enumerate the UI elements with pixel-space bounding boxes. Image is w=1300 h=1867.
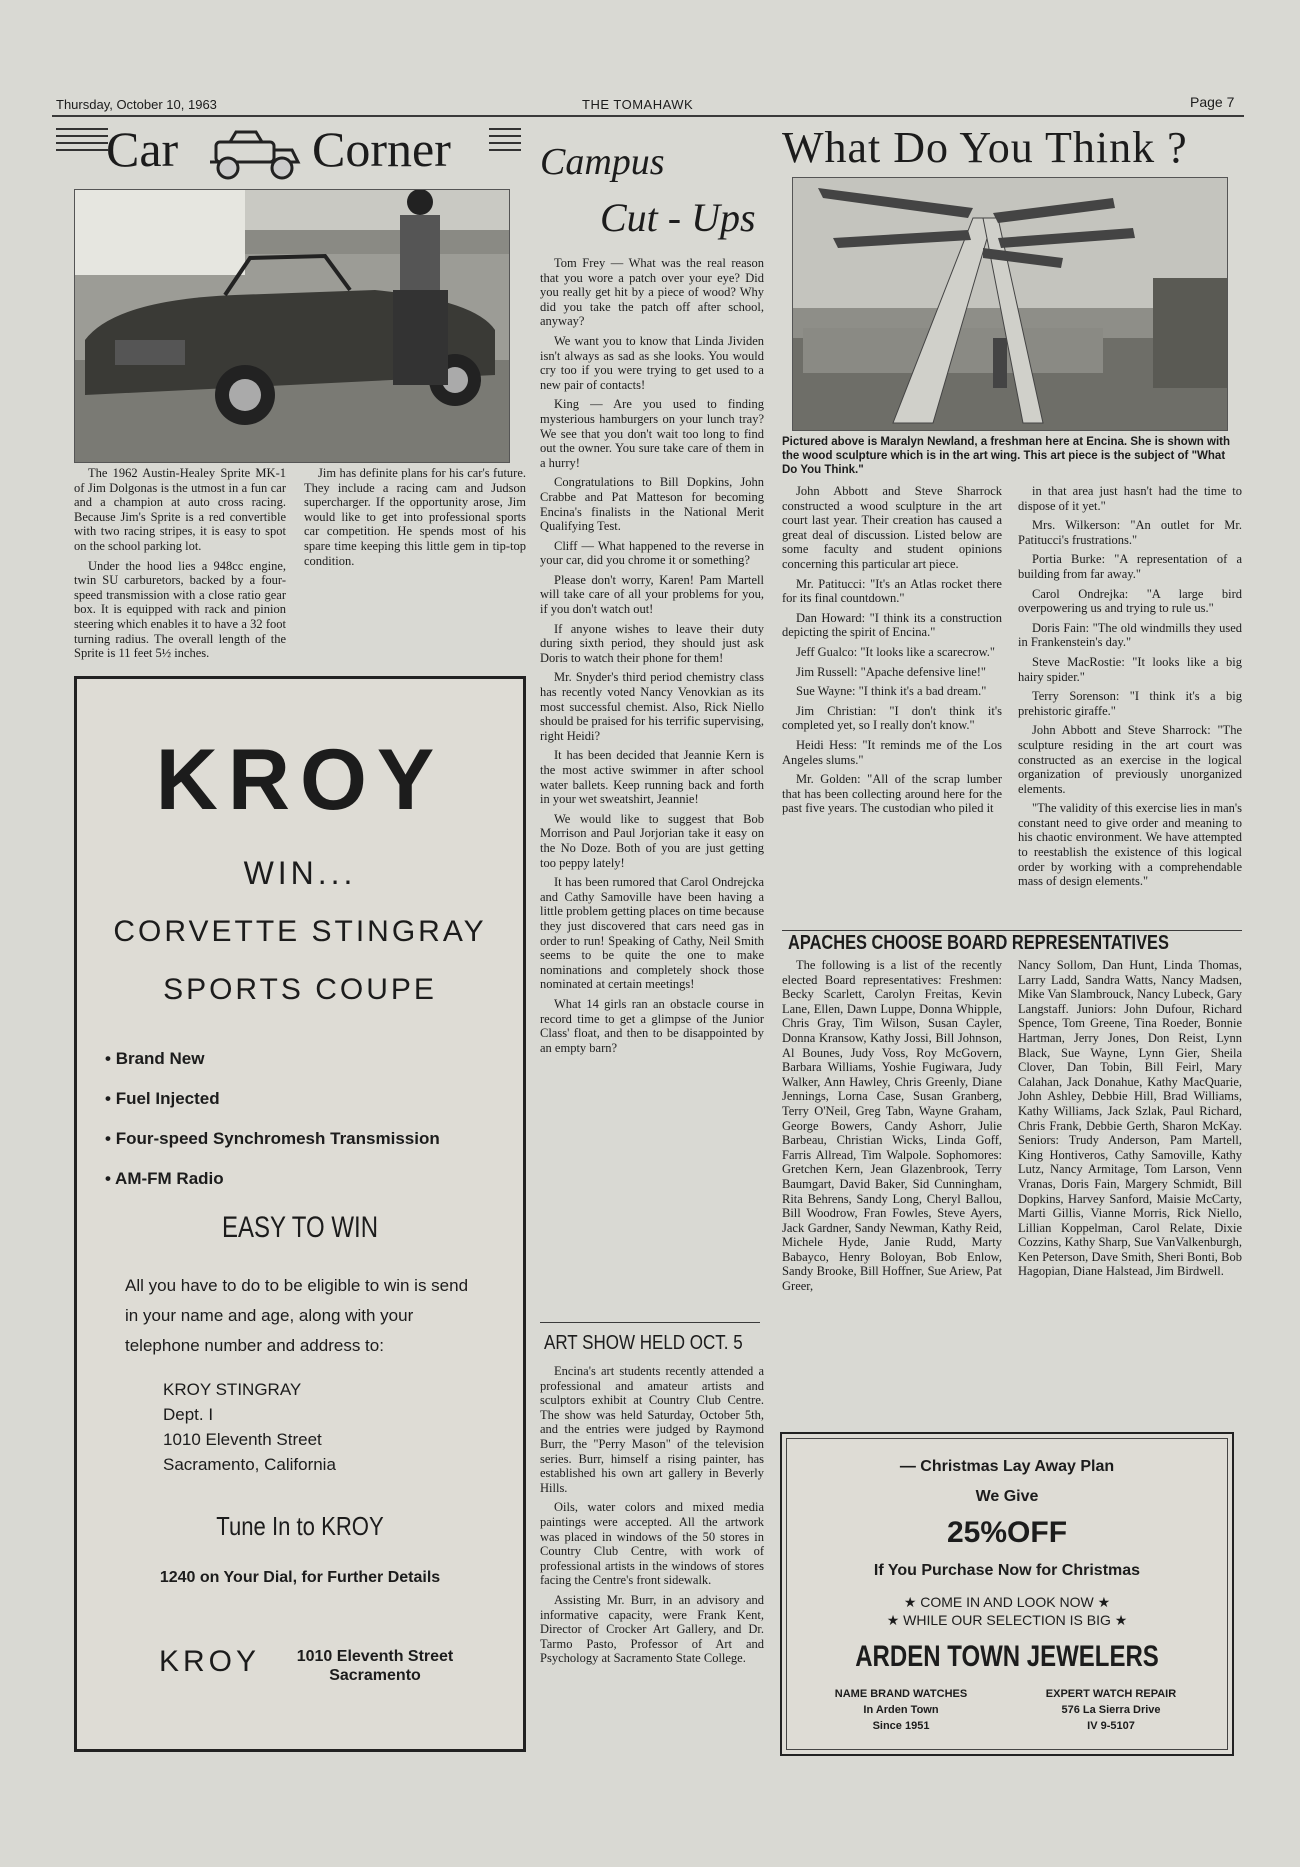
campus-column: [540, 256, 764, 1060]
campus-paragraph: Tom Frey — What was the real reason that you wore a patch over your eye? Did you really get hit by a piece of wood? Why did you take the patch off after school, anyway?: [540, 256, 764, 329]
issue-date: Thursday, October 10, 1963: [56, 97, 217, 112]
title-ornament-left: [56, 128, 108, 151]
feature-list: [105, 1039, 515, 1199]
kroy-footer-address: [285, 1647, 465, 1685]
campus-paragraph: It has been rumored that Carol Ondrejcka and Cathy Samoville have been having a little problem getting places on time because they just discovered that cars need gas in order to run! Speaking of Cathy, Neil Smith seems to be quite the one to make nominations and completely shock those nominated at certain meetings!: [540, 875, 764, 992]
address-line: 1010 Eleventh Street: [163, 1430, 322, 1449]
cut-ups-title: Cut - Ups: [600, 195, 756, 240]
opinion: Steve MacRostie: "It looks like a big hairy spider.": [1018, 654, 1242, 684]
contest-instructions: All you have to do to be eligible to win is send in your name and age, along with your telephone number and address to:: [125, 1276, 469, 1355]
title-ornament-right: [489, 128, 521, 151]
page-number: Page 7: [1190, 94, 1235, 110]
address-line: Dept. I: [163, 1405, 214, 1424]
wdyt-col1: [782, 484, 1002, 821]
car-corner-title-right: Corner: [312, 121, 451, 177]
art-show-column: [540, 1364, 764, 1671]
kroy-footer-logo: KROY: [159, 1645, 261, 1678]
opinion: Heidi Hess: "It reminds me of the Los Angeles slums.": [782, 737, 1002, 767]
opinion: Dan Howard: "I think its a construction depicting the spirit of Encina.": [782, 610, 1002, 640]
art-show-headline: ART SHOW HELD OCT. 5: [544, 1332, 743, 1354]
feature-item: • Four-speed Synchromesh Transmission: [105, 1129, 440, 1148]
opinion: Mrs. Wilkerson: "An outlet for Mr. Patitucci's frustrations.": [1018, 518, 1242, 547]
easy-to-win-heading: EASY TO WIN: [221, 1211, 379, 1244]
campus-title: Campus: [540, 141, 665, 183]
campus-paragraph: If anyone wishes to leave their duty during sixth period, they should just ask Doris to watch their phone for them!: [540, 621, 764, 665]
vintage-car-icon: [200, 128, 310, 180]
tune-in-heading: Tune In to KROY: [216, 1511, 384, 1541]
sprite-car-photo: [74, 189, 510, 463]
footer-address-line: Sacramento: [329, 1667, 421, 1684]
opinion: Jeff Gualco: "It looks like a scarecrow.": [796, 644, 996, 659]
opinion: Carol Ondrejka: "A large bird overpowering us and trying to rule us.": [1018, 586, 1242, 616]
apaches-col2: Nancy Sollom, Dan Hunt, Linda Thomas, Larry Ladd, Sandra Watts, Nancy Madsen, Mike Van Slambrouck, Nancy Lubeck, Gary Langstaff. Juniors: John Dufour, Richard Spence, Tom Greene, Tina Roeder, Bonnie Hartman, Jerry Jones, Don Reist, Lynn Black, Sue Wayne, Lynn Gier, Sheila Clover, Dan Tobin, Bill Feirl, Mary Calahan, Jack Donahue, Kathy MacQuarie, John Ashley, Debbie Hill, Brad Williams, Kathy Williams, Jack Szlak, Paul Richard, Chris Frank, Debbie Gerth, Sharon McKay. Seniors: Trudy Anderson, Pam Martell, King Hontiveros, Cathy Samoville, Kathy Lutz, Nancy Armitage, Tom Larson, Venn Vranas, Doris Fain, Margery Schmidt, Bill Dopkins, Harvey Sanford, Maisie McCarty, Marti Gillis, Vianne Morris, Rick Niello, Lillian Koppelman, Carol Relate, Dixie Cozzins, Kathy Sharp, Sue VanValkenburgh, Ken Peterson, Dave Smith, Sheri Bonti, Bob Hagopian, Diane Halstead, Jim Birdwell.: [1018, 958, 1242, 1279]
discount-banner: 25%OFF: [946, 1516, 1068, 1549]
right-line: IV 9-5107: [1087, 1720, 1135, 1732]
selection-line: ★ WHILE OUR SELECTION IS BIG ★: [886, 1612, 1128, 1628]
art-show-paragraph: Oils, water colors and mixed media paintings were accepted. All the artwork was placed in windows of the 50 stores in Country Club Centre, with work of professional artists in the windows of stores facing the Centre's front sidewalk.: [540, 1500, 764, 1588]
opinion: John Abbott and Steve Sharrock: "The sculpture residing in the art court was constructed as an exercise in the logical organization of previously unorganized elements.: [1018, 723, 1242, 796]
opinion: in that area just hasn't had the time to dispose of it yet.": [1018, 484, 1242, 513]
dial-details: 1240 on Your Dial, for Further Details: [159, 1569, 441, 1586]
arden-left-block: [806, 1686, 996, 1734]
opinion: John Abbott and Steve Sharrock constructed a wood sculpture in the art court last year. Their creation has caused a great deal of discussion. Listed below are some faculty and student opinions concerning this particular art piece.: [782, 484, 1002, 571]
campus-paragraph: Congratulations to Bill Dopkins, John Crabbe and Pat Matteson for becoming Encina's finalists in the National Merit Qualifying Test.: [540, 475, 764, 534]
mailing-address: [163, 1377, 483, 1477]
opinion: Portia Burke: "A representation of a building from far away.": [1018, 552, 1242, 581]
arden-jewelers-advertisement: [780, 1432, 1234, 1756]
right-line: 576 La Sierra Drive: [1061, 1704, 1161, 1716]
art-show-paragraph: Encina's art students recently attended a professional and amateur artists and sculptors exhibit at Country Club Centre. The show was held Saturday, October 5th, and the entries were judged by Raymond Burr, the "Perry Mason" of the television series. Burr, himself a rising painter, has established his own art gallery in Beverly Hills.: [540, 1364, 764, 1495]
opinion: Mr. Patitucci: "It's an Atlas rocket there for its final countdown.": [782, 576, 1002, 606]
opinion: Terry Sorenson: "I think it's a big prehistoric giraffe.": [1018, 689, 1242, 718]
feature-item: • Fuel Injected: [105, 1089, 220, 1108]
address-line: KROY STINGRAY: [163, 1380, 302, 1399]
come-in-line: ★ COME IN AND LOOK NOW ★: [903, 1594, 1111, 1610]
campus-paragraph: We would like to suggest that Bob Morrison and Paul Jorjorian take it easy on the No Doze. Both of you are just getting too peppy lately!: [540, 811, 764, 870]
campus-paragraph: It has been decided that Jeannie Kern is the most active swimmer in after school water ballets. Keep running back and forth in your wet sweatshirt, Jeannie!: [540, 748, 764, 807]
opinion: Sue Wayne: "I think it's a bad dream.": [796, 684, 987, 699]
purchase-now-line: If You Purchase Now for Christmas: [873, 1562, 1141, 1579]
car-corner-col2: [304, 466, 526, 573]
campus-paragraph: We want you to know that Linda Jividen isn't always as sad as she looks. You would cry too if you were trying to get used to a new pair of contacts!: [540, 333, 764, 392]
feature-item: • Brand New: [105, 1049, 205, 1068]
campus-paragraph: Please don't worry, Karen! Pam Martell will take care of all your problems for you, if you don't watch out!: [540, 572, 764, 617]
apaches-headline: APACHES CHOOSE BOARD REPRESENTATIVES: [788, 932, 1169, 954]
address-line: Sacramento, California: [163, 1455, 336, 1474]
prize-line2: SPORTS COUPE: [163, 973, 437, 1006]
right-line: EXPERT WATCH REPAIR: [1045, 1688, 1177, 1700]
art-show-paragraph: Assisting Mr. Burr, in an advisory and informative capacity, were Frank Kent, Director of Crocker Art Gallery, and Dr. Tarmo Pasto, Professor of Art and Psychology at Sacramento State College.: [540, 1592, 764, 1666]
win-heading: WIN...: [243, 855, 357, 891]
opinion: Jim Christian: "I don't think it's completed yet, so I really don't know.": [782, 703, 1002, 733]
left-line: Since 1951: [872, 1720, 930, 1732]
car-corner-col1: [74, 466, 286, 666]
arden-right-block: [1016, 1686, 1206, 1734]
campus-paragraph: King — Are you used to finding mysterious hamburgers on your lunch tray? We see that you don't wait too long to find out the owner. You sure take care of them in a hurry!: [540, 397, 764, 470]
opinion: Mr. Golden: "All of the scrap lumber that has been collecting around here for the past five years. The custodian who piled it: [782, 772, 1002, 816]
car-corner-paragraph: The 1962 Austin-Healey Sprite MK-1 of Jim Dolgonas is the utmost in a fun car and a champion at auto cross racing. Because Jim's Sprite is a red convertible with two racing stripes, it is easy to spot on the school parking lot.: [74, 466, 286, 553]
newspaper-name: THE TOMAHAWK: [582, 97, 694, 112]
car-corner-paragraph: Jim has definite plans for his car's future. They include a racing cam and Judson supercharger. If the opportunity arose, Jim would like to get into professional sports car competition. He spends most of his spare time keeping this little gem in tip-top condition.: [304, 466, 526, 568]
prize-line1: CORVETTE STINGRAY: [113, 915, 487, 948]
layaway-line: — Christmas Lay Away Plan: [899, 1458, 1115, 1475]
kroy-advertisement: [74, 676, 526, 1752]
campus-paragraph: Cliff — What happened to the reverse in your car, did you chrome it or something?: [540, 538, 764, 568]
opinion: Doris Fain: "The old windmills they used in Frankenstein's day.": [1018, 620, 1242, 650]
campus-paragraph: What 14 girls ran an obstacle course in record time to get a glimpse of the Junior Class' float, and then to be disappointed by an empty barn?: [540, 996, 764, 1055]
car-corner-title-left: Car: [106, 121, 179, 177]
section-rule: [540, 1322, 760, 1323]
opinion: "The validity of this exercise lies in man's constant need to give order and meaning to his chaotic environment. We have attempted to reestablish the existence of this logical order by working with a comprehendable mass of design elements.": [1018, 801, 1242, 889]
jeweler-name: ARDEN TOWN JEWELERS: [855, 1640, 1159, 1673]
sculpture-photo: [792, 177, 1228, 431]
campus-paragraph: Mr. Snyder's third period chemistry class has recently voted Nancy Venovkian as its most successful chemist. Also, Rick Niello should be praised for his terrific supervising, right Heidi?: [540, 670, 764, 743]
kroy-logo: KROY: [155, 732, 445, 828]
wdyt-col2: [1018, 484, 1242, 894]
opinion: Jim Russell: "Apache defensive line!": [796, 664, 987, 679]
wdyt-title: What Do You Think ?: [782, 123, 1188, 172]
footer-address-line: 1010 Eleventh Street: [296, 1648, 454, 1665]
feature-item: • AM-FM Radio: [105, 1169, 224, 1188]
left-line: In Arden Town: [863, 1704, 939, 1716]
photo-caption: Pictured above is Maralyn Newland, a freshman here at Encina. She is shown with the wood sculpture which is in the art wing. This art piece is the subject of "What Do You Think.": [782, 436, 1230, 476]
header-rule: [52, 115, 1244, 117]
we-give-line: We Give: [975, 1488, 1039, 1505]
car-corner-paragraph: Under the hood lies a 948cc engine, twin SU carburetors, backed by a four-speed transmission with a close ratio gear box. It is equipped with rack and pinion steering which enables it to have a 32 foot turning radius. The overall length of the Sprite is 11 feet 5½ inches.: [74, 558, 286, 661]
section-rule: [782, 930, 1242, 931]
left-line: NAME BRAND WATCHES: [834, 1688, 968, 1700]
apaches-col1: The following is a list of the recently elected Board representatives: Freshmen: Becky Scarlett, Carolyn Freitas, Kevin Lane, Ellen, Dawn Luppe, Donna Whipple, Chris Gray, Tim Wilson, Susan Cayler, Donna Kransow, Kathy Jossi, Bill Johnson, Al Bounes, Judy Voss, Roy McGovern, Barbara Williams, Yoshie Fugiwara, Judy Walker, Ann Hawley, Chris Greenly, Diane Jennings, Lorna Case, Susan Granberg, Terry O'Neil, Greg Tabn, Wayne Graham, George Bowers, Candy Ashorr, Julie Barbeau, Christian Wicks, Linda Goff, Farris Allread, Tim Walpole. Sophomores: Gretchen Kern, Jean Glazenbrook, Terry Baumgart, David Baker, Sid Cunningham, Rita Behrens, Sandy Long, Cheryl Ballou, Bill Woodrow, Fran Fowles, Steve Ayers, Jack Gardner, Sandy Newman, Kathy Reid, Michele Hyde, Janie Rudd, Marty Babayco, Henry Boloyan, Bob Enlow, Sandy Brooke, Bill Hoffner, Sue Ariew, Pat Greer,: [782, 958, 1002, 1294]
